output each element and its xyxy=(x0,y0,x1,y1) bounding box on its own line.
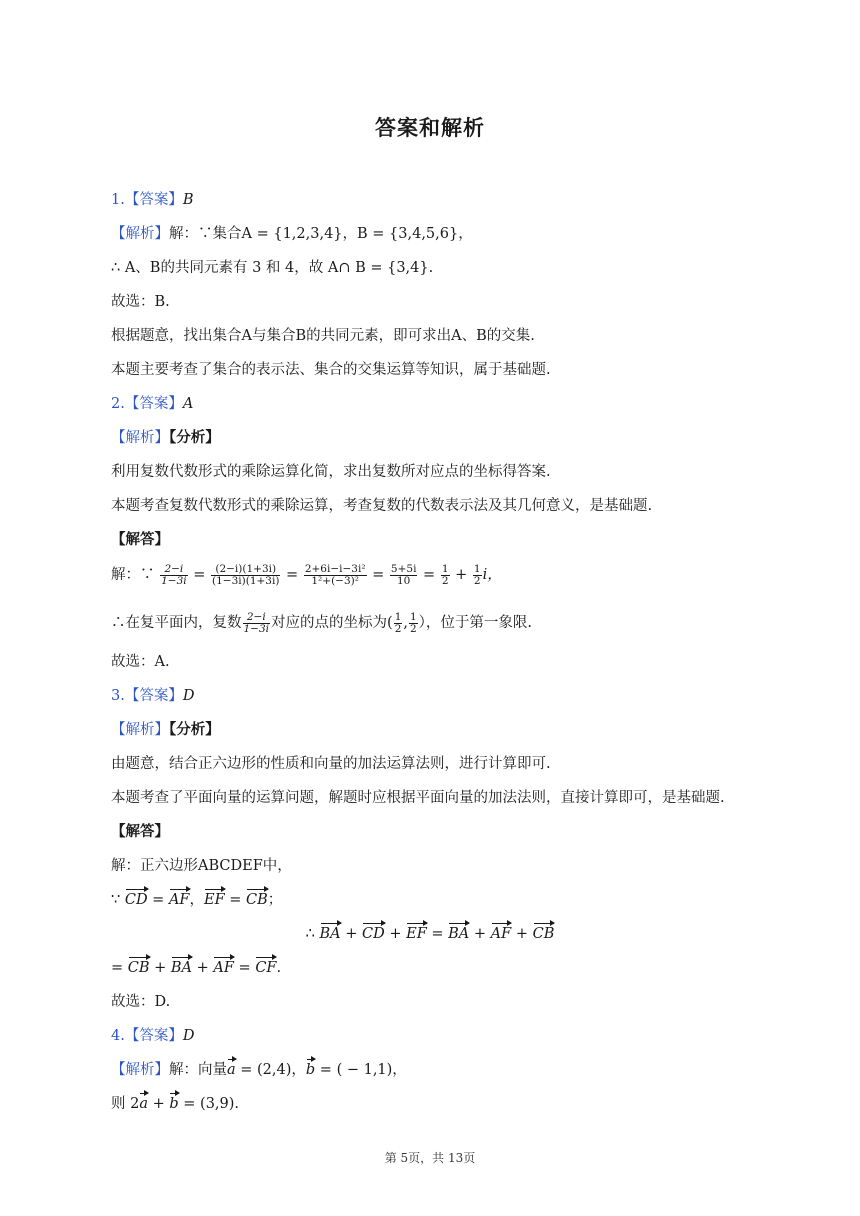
q3-analysis-tag: 【解析】 xyxy=(111,722,169,738)
frac-den: 2 xyxy=(441,574,449,587)
q2-coord-x xyxy=(394,612,403,635)
frac-den: 1−3i xyxy=(243,622,270,635)
q2-answer-tag: 【答案】 xyxy=(124,396,183,412)
q2-text-1: 利用复数代数形式的乘除运算化简，求出复数所对应点的坐标得答案. xyxy=(111,464,551,480)
q4-text-2a: 则 2 xyxy=(111,1096,140,1112)
q1-text-3: 故选：B. xyxy=(111,294,170,310)
frac-num: 1 xyxy=(409,610,417,623)
q1-header xyxy=(111,190,194,210)
frac-den: 10 xyxy=(390,575,418,587)
q3-answer-tag: 【答案】 xyxy=(124,688,183,704)
q2-header xyxy=(111,394,193,414)
frac-num: 1 xyxy=(441,562,449,575)
q2-jieda-tag: 【解答】 xyxy=(111,531,169,548)
q2-answer: A xyxy=(182,396,194,412)
frac-num: (2−i)(1+3i) xyxy=(215,562,277,575)
q1-text-4: 根据题意，找出集合A与集合B的共同元素，即可求出A、B的交集. xyxy=(111,328,535,344)
q3-fenxi-tag: 【分析】 xyxy=(169,721,220,738)
q2-text-3b: 对应的点的坐标为( xyxy=(271,615,393,631)
frac-num: 1 xyxy=(473,562,481,575)
q3-vector-equality: ∵ CD = AF，EF = CB； xyxy=(111,892,283,908)
frac-den: (1−3i)(1+3i) xyxy=(212,574,280,587)
q3-number: 3. xyxy=(111,688,125,704)
q1-answer-tag: 【答案】 xyxy=(124,192,183,208)
q4-analysis-line: 【解析】解：向量a = (2,4)，b = ( − 1,1)， xyxy=(111,1062,407,1078)
q2-equation: 解：∵ $\frac{2-i}{1-3i}$ = $\frac{(2-i)(1+3i)}{(1-3i)(1+3i)}$ = $\frac{\text{2+6i−i−3i²}}{\text{1²+(−3)²}}$ = $\frac{5+5i}{10}$ = $\frac{1}{2}$ + $\frac{1}{2}$ i， xyxy=(111,562,502,587)
q4-answer: D xyxy=(182,1028,195,1044)
q1-analysis-tag: 【解析】 xyxy=(111,226,169,242)
q2-analysis-line xyxy=(111,428,220,448)
q1-text-1: 解：∵集合A = {1,2,3,4}，B = {3,4,5,6}， xyxy=(169,226,473,242)
q3-analysis-line xyxy=(111,720,220,740)
frac-num: 2+6i−i−3i² xyxy=(304,562,366,575)
q4-text-2b: = (3,9). xyxy=(178,1096,240,1112)
q2-frac-5 xyxy=(441,564,450,587)
q2-eq-prefix: 解：∵ xyxy=(111,567,155,583)
q3-answer: D xyxy=(182,688,195,704)
frac-num: 2−i xyxy=(246,610,266,623)
q3-text-3: 解：正六边形ABCDEF中， xyxy=(111,858,292,874)
q2-frac-6 xyxy=(473,564,482,587)
q4-text-1c: = ( − 1,1)， xyxy=(315,1062,407,1078)
q1-number: 1. xyxy=(111,192,125,208)
q2-coord-y xyxy=(409,612,418,635)
frac-den: 1²+(−3)² xyxy=(304,575,367,587)
q2-frac-1 xyxy=(160,564,188,587)
q4-text-1b: = (2,4)， xyxy=(235,1062,306,1078)
q1-text-2: ∴ A、B的共同元素有 3 和 4，故 A∩ B = {3,4}. xyxy=(111,260,434,276)
q3-vector-result: = CB + BA + AF = CF. xyxy=(111,960,282,976)
q2-frac-4 xyxy=(390,564,418,587)
q1-text-5: 本题主要考查了集合的表示法、集合的交集运算等知识，属于基础题. xyxy=(111,362,551,378)
q4-analysis-tag: 【解析】 xyxy=(111,1062,169,1078)
q2-number: 2. xyxy=(111,396,125,412)
q4-answer-tag: 【答案】 xyxy=(124,1028,183,1044)
q2-text-2: 本题考查复数代数形式的乘除运算，考查复数的代数表示法及其几何意义，是基础题. xyxy=(111,498,653,514)
frac-den: 1−3i xyxy=(161,574,187,587)
q3-text-6: 故选：D. xyxy=(111,994,171,1010)
q2-fenxi-tag: 【分析】 xyxy=(169,429,220,446)
q3-header xyxy=(111,686,194,706)
frac-num: 5+5i xyxy=(390,562,417,575)
q3-text-2: 本题考查了平面向量的运算问题，解题时应根据平面向量的加法法则，直接计算即可，是基础题. xyxy=(111,790,725,806)
page-footer: 第 5页，共 13页 xyxy=(384,1151,476,1165)
q2-text-3a: ∴在复平面内，复数 xyxy=(111,615,242,631)
frac-den: 2 xyxy=(473,574,481,587)
q3-vector-sum: ∴ BA + CD + EF = BA + AF + CB xyxy=(305,926,555,942)
q2-text-4: 故选：A. xyxy=(111,654,170,670)
q4-number: 4. xyxy=(111,1028,125,1044)
frac-den: 2 xyxy=(394,622,402,635)
frac-num: 2−i xyxy=(164,562,184,575)
q3-jieda-tag: 【解答】 xyxy=(111,823,169,840)
q4-header xyxy=(111,1026,194,1046)
page-title: 答案和解析 xyxy=(375,116,485,140)
frac-num: 1 xyxy=(394,610,402,623)
q4-text-1a: 解：向量 xyxy=(169,1062,227,1078)
q2-eq-tail: i， xyxy=(482,567,502,583)
q4-text-2: 则 2a + b = (3,9). xyxy=(111,1096,240,1112)
frac-den: 2 xyxy=(409,622,417,635)
q1-answer: B xyxy=(182,192,194,208)
q2-inline-frac xyxy=(243,612,271,635)
q2-analysis-tag: 【解析】 xyxy=(111,430,169,446)
q3-text-1: 由题意，结合正六边形的性质和向量的加法运算法则，进行计算即可. xyxy=(111,756,551,772)
q2-frac-3 xyxy=(304,564,367,587)
q1-analysis-line xyxy=(111,224,473,244)
q2-text-3c: ），位于第一象限. xyxy=(418,615,533,631)
q2-frac-2 xyxy=(211,564,280,587)
q2-coordinate-line: ∴在复平面内，复数 $\frac{2-i}{1-3i}$ 对应的点的坐标为( $\frac{1}{2}$ , $\frac{1}{2}$ ），位于第一象限. xyxy=(111,610,533,635)
